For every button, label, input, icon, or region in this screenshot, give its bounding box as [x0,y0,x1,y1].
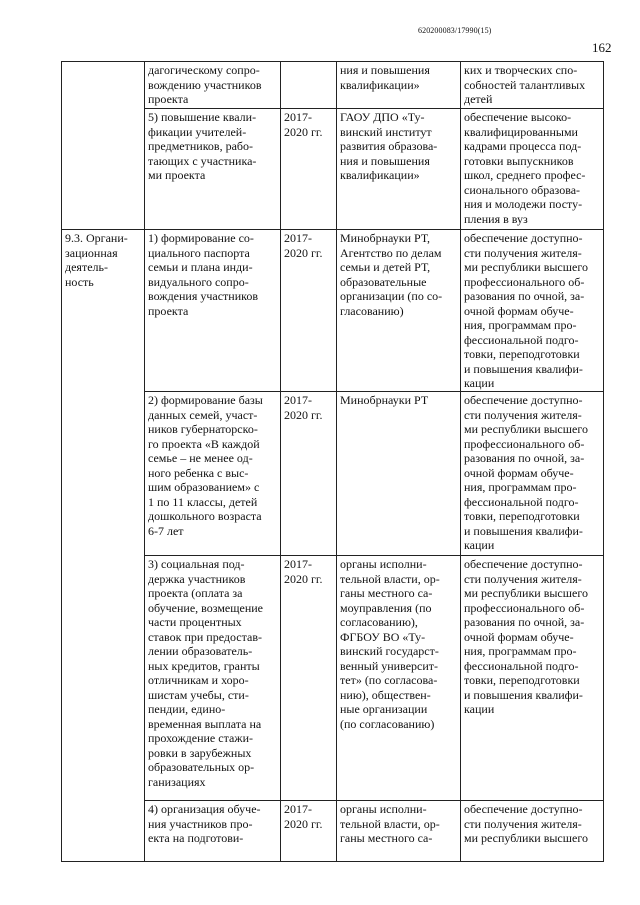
cell-line: ми республики высшего [464,260,588,274]
cell-line: тет» (по согласова- [340,673,438,687]
cell-line: собностей талантливых [464,77,586,92]
cell-line: фессиональной подго- [464,658,579,673]
cell-line: обеспечение доступно- [464,557,583,571]
section-cell [62,230,145,392]
cell-line: отличникам и хоро- [148,673,249,687]
cell-line: пления в вуз [464,211,528,226]
cell-line: кации [464,376,495,390]
executor-cell [337,392,461,556]
cell-line: ния, программам про- [464,644,577,658]
cell-line: Агентство по делам [340,245,442,260]
cell-line: товки, переподготовки [464,509,580,523]
cell-line: проекта [148,303,189,318]
cell-line: и повышения квалифи- [464,361,583,376]
cell-line: дошкольного возраста [148,509,262,523]
cell-line: очной формам обуче- [464,465,574,480]
cell-line: ми проекта [148,168,206,182]
action-cell [145,62,281,109]
cell-line: венный университ- [340,658,439,673]
cell-line: сти получения жителя- [464,571,582,586]
cell-line: вождению участников [148,77,262,92]
plan-table [61,61,604,862]
cell-line: обеспечение доступно- [464,231,583,245]
cell-line: шистам учебы, сти- [148,687,249,702]
cell-line: держка участников [148,571,246,586]
action-cell [145,109,281,230]
cell-line: ганы местного са- [340,831,433,845]
cell-line: и повышения квалифи- [464,687,583,702]
cell-line: сти получения жителя- [464,816,582,831]
result-cell [461,392,604,556]
cell-line: 2) формирование базы [148,393,263,407]
cell-line: сионального образова- [464,182,581,197]
section-cell [62,556,145,801]
cell-line: очной формам обуче- [464,629,574,644]
cell-line: детей [464,92,493,106]
cell-line: ких и творческих спо- [464,63,578,77]
cell-line: ного ребенка с выс- [148,465,249,480]
cell-line: 2017- [284,557,312,571]
action-cell [145,392,281,556]
cell-line: организации (по со- [340,289,443,303]
cell-line: 4) организация обуче- [148,802,261,816]
cell-line: 2020 гг. [284,124,323,139]
cell-line: органы исполни- [340,557,427,571]
cell-line: ставок при предостав- [148,629,262,644]
cell-line: ния, программам про- [464,318,577,332]
cell-line: предметников, рабо- [148,139,254,153]
cell-line: обучение, возмещение [148,600,263,615]
action-cell [145,801,281,862]
cell-line: образовательные [340,274,427,289]
cell-line: 9.3. Органи- [65,231,128,245]
cell-line: 2020 гг. [284,571,323,586]
cell-line: нию), обществен- [340,687,431,702]
period-cell [281,230,337,392]
cell-line: части процентных [148,615,242,629]
cell-line: гласованию) [340,303,404,318]
page-number: 162 [592,40,612,55]
cell-line: тающих с участника- [148,153,257,168]
cell-line: винский институт [340,124,432,139]
cell-line: ми республики высшего [464,422,588,436]
cell-line: обеспечение доступно- [464,802,583,816]
executor-cell [337,556,461,801]
cell-line: кации [464,538,495,552]
cell-line: фессиональной подго- [464,332,579,347]
table-row [62,392,604,556]
result-cell [461,801,604,862]
cell-line: 3) социальная под- [148,557,245,571]
cell-line: 2020 гг. [284,816,323,831]
cell-line: образовательных ор- [148,760,255,774]
cell-line: ганы местного са- [340,586,433,600]
cell-line: семьи и плана инди- [148,260,253,274]
cell-line: развития образова- [340,139,438,153]
cell-line: очной формам обуче- [464,303,574,318]
cell-line: 2017- [284,110,312,124]
result-cell [461,556,604,801]
cell-line: 1) формирование со- [148,231,254,245]
table-row [62,230,604,392]
cell-line: циального паспорта [148,245,250,260]
cell-line: вождения участников [148,289,259,303]
cell-line: данных семей, участ- [148,407,258,422]
result-cell [461,230,604,392]
cell-line: семьи и детей РТ, [340,260,431,274]
cell-line: разования по очной, за- [464,289,585,303]
section-cell [62,109,145,230]
section-cell [62,801,145,862]
result-cell [461,62,604,109]
cell-line: видуального сопро- [148,274,249,289]
cell-line: ников губернаторско- [148,422,258,436]
cell-line: прохождение стажи- [148,731,254,745]
cell-line: 6-7 лет [148,523,184,538]
cell-line: ния и повышения [340,153,430,168]
cell-line: моуправления (по [340,600,432,615]
cell-line: кадрами процесса под- [464,139,582,153]
cell-line: квалифицированными [464,124,578,139]
cell-line: обеспечение доступно- [464,393,583,407]
cell-line: го проекта «В каждой [148,436,260,451]
cell-line: Минобрнауки РТ, [340,231,430,245]
cell-line: разования по очной, за- [464,615,585,629]
period-cell [281,392,337,556]
cell-line: квалификации» [340,77,420,92]
document-code: 620200083/17990(15) [418,26,492,35]
cell-line: (по согласованию) [340,716,435,731]
cell-line: фессиональной подго- [464,494,579,509]
cell-line: разования по очной, за- [464,451,585,465]
cell-line: профессионального об- [464,274,585,289]
cell-line: ния и повышения [340,63,430,77]
cell-line: лении образователь- [148,644,253,658]
executor-cell [337,109,461,230]
cell-line: школ, среднего профес- [464,168,586,182]
cell-line: товки, переподготовки [464,347,580,361]
cell-line: 2017- [284,802,312,816]
cell-line: ганизациях [148,774,206,789]
cell-line: 1 по 11 классы, детей [148,494,258,509]
cell-line: Минобрнауки РТ [340,393,429,407]
cell-line: проекта [148,92,189,106]
cell-line: профессионального об- [464,436,585,451]
cell-line: ния, программам про- [464,480,577,494]
cell-line: семье – не менее од- [148,451,253,465]
period-cell [281,556,337,801]
cell-line: тельной власти, ор- [340,816,440,831]
cell-line: пендии, едино- [148,702,226,716]
cell-line: ровки в зарубежных [148,745,252,760]
cell-line: готовки выпускников [464,153,574,168]
cell-line: 2017- [284,231,312,245]
cell-line: ГАОУ ДПО «Ту- [340,110,425,124]
cell-line: согласованию), [340,615,418,629]
section-cell [62,392,145,556]
cell-line: кации [464,702,495,716]
executor-cell [337,62,461,109]
cell-line: ных кредитов, гранты [148,658,260,673]
action-cell [145,230,281,392]
cell-line: квалификации» [340,168,420,182]
cell-line: ния и молодежи посту- [464,197,583,211]
table-row [62,556,604,801]
cell-line: 2017- [284,393,312,407]
cell-line: 2020 гг. [284,245,323,260]
result-cell [461,109,604,230]
cell-line: винский государст- [340,644,439,658]
section-cell [62,62,145,109]
cell-line: ми республики высшего [464,831,588,845]
cell-line: ность [65,274,94,289]
cell-line: ФГБОУ ВО «Ту- [340,629,426,644]
action-cell [145,556,281,801]
executor-cell [337,230,461,392]
cell-line: ния участников про- [148,816,253,831]
cell-line: 5) повышение квали- [148,110,257,124]
cell-line: ные организации [340,702,428,716]
cell-line: тельной власти, ор- [340,571,440,586]
cell-line: сти получения жителя- [464,245,582,260]
period-cell [281,62,337,109]
cell-line: временная выплата на [148,716,262,731]
executor-cell [337,801,461,862]
cell-line: зационная [65,245,118,260]
table-row [62,801,604,862]
table-row [62,62,604,109]
cell-line: обеспечение высоко- [464,110,572,124]
cell-line: 2020 гг. [284,407,323,422]
cell-line: и повышения квалифи- [464,523,583,538]
cell-line: дагогическому сопро- [148,63,260,77]
cell-line: органы исполни- [340,802,427,816]
cell-line: шим образованием» с [148,480,260,494]
cell-line: деятель- [65,260,108,274]
cell-line: ми республики высшего [464,586,588,600]
cell-line: екта на подготови- [148,831,244,845]
cell-line: товки, переподготовки [464,673,580,687]
period-cell [281,109,337,230]
period-cell [281,801,337,862]
cell-line: проекта (оплата за [148,586,243,600]
table-row [62,109,604,230]
cell-line: профессионального об- [464,600,585,615]
cell-line: фикации учителей- [148,124,247,139]
cell-line: сти получения жителя- [464,407,582,422]
